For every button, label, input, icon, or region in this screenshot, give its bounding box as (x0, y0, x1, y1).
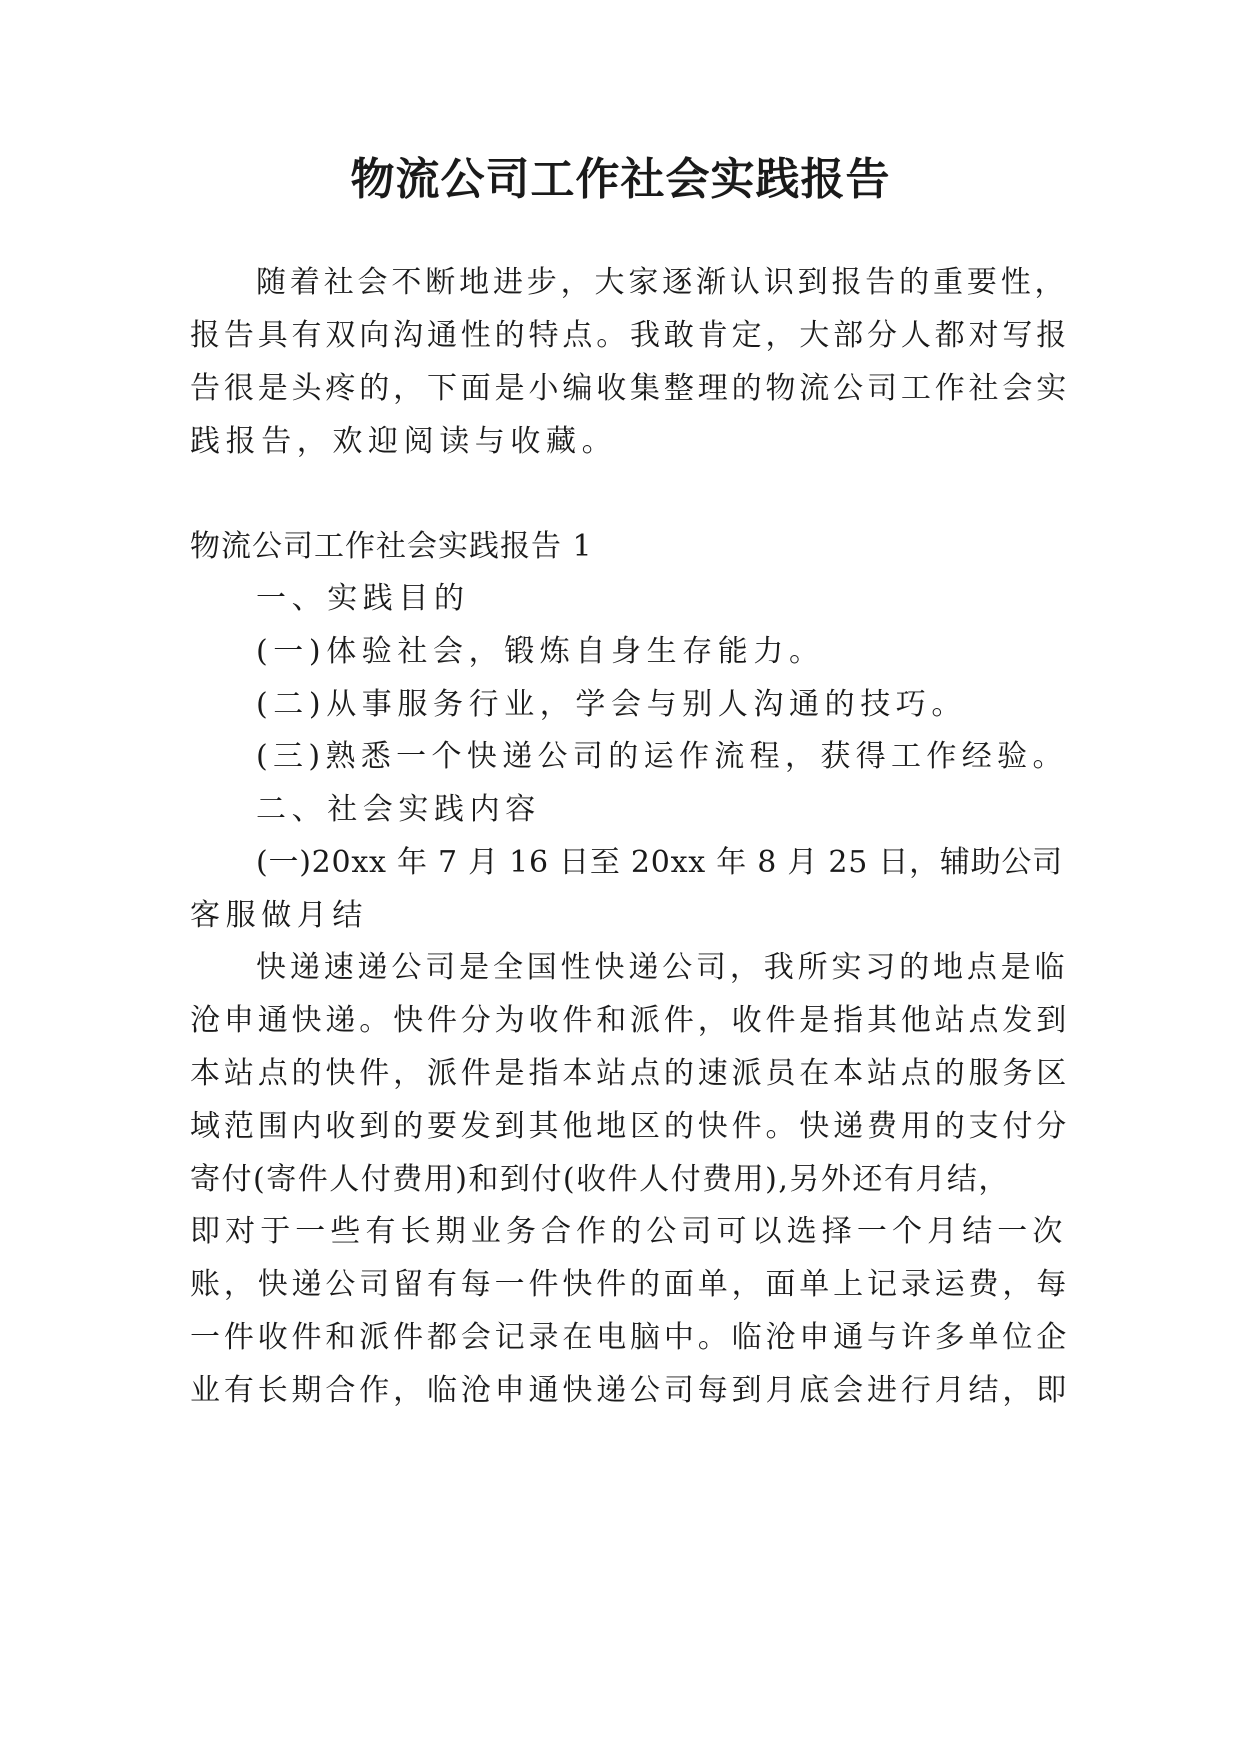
body-line: 寄付(寄件人付费用)和到付(收件人付费用),另外还有月结， (190, 1162, 1010, 1197)
body-line: 域范围内收到的要发到其他地区的快件。快递费用的支付分 (190, 1109, 1071, 1144)
body-line: 业有长期合作，临沧申通快递公司每到月底会进行月结，即 (190, 1373, 1071, 1408)
purpose-heading: 一、实践目的 (256, 581, 470, 616)
section-title: 物流公司工作社会实践报告 1 (190, 529, 593, 564)
content-heading: 二、社会实践内容 (256, 792, 541, 827)
purpose-item: (二)从事服务行业，学会与别人沟通的技巧。 (256, 687, 968, 722)
body-line: 账，快递公司留有每一件快件的面单，面单上记录运费，每 (190, 1267, 1071, 1302)
intro-line: 随着社会不断地进步，大家逐渐认识到报告的重要性， (256, 265, 1069, 300)
intro-line: 践报告，欢迎阅读与收藏。 (190, 424, 618, 459)
content-item-line: 客服做月结 (190, 898, 368, 933)
intro-line: 报告具有双向沟通性的特点。我敢肯定，大部分人都对写报 (190, 318, 1071, 353)
body-line: 快递速递公司是全国性快递公司，我所实习的地点是临 (256, 950, 1069, 985)
purpose-item: (三)熟悉一个快递公司的运作流程，获得工作经验。 (256, 739, 1068, 774)
body-line: 本站点的快件，派件是指本站点的速派员在本站点的服务区 (190, 1056, 1071, 1091)
body-line: 即对于一些有长期业务合作的公司可以选择一个月结一次 (190, 1214, 1068, 1249)
body-line: 沧申通快递。快件分为收件和派件，收件是指其他站点发到 (190, 1003, 1071, 1038)
intro-line: 告很是头疼的，下面是小编收集整理的物流公司工作社会实 (190, 371, 1071, 406)
document-title: 物流公司工作社会实践报告 (350, 154, 891, 205)
content-item-line: (一)20xx 年 7 月 16 日至 20xx 年 8 月 25 日，辅助公司 (256, 845, 1063, 880)
purpose-item: (一)体验社会，锻炼自身生存能力。 (256, 634, 825, 669)
body-line: 一件收件和派件都会记录在电脑中。临沧申通与许多单位企 (190, 1320, 1071, 1355)
